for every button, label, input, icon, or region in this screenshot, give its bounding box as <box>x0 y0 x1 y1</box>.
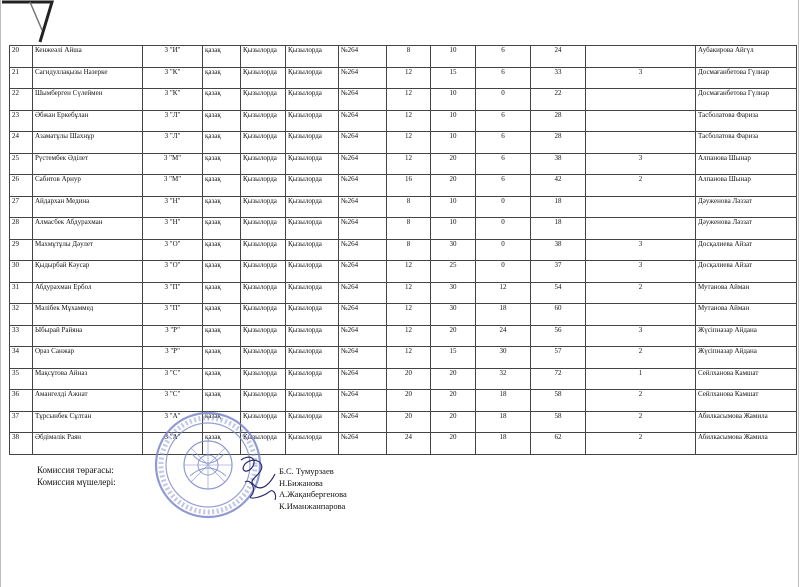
table-row <box>10 46 797 68</box>
score-1-cell: 16 <box>387 175 431 197</box>
score-1-cell: 8 <box>387 218 431 240</box>
scan-edge-right <box>798 0 799 587</box>
teacher-cell: Абилкасымова Жамила <box>696 433 797 455</box>
score-1-cell: 12 <box>387 282 431 304</box>
row-number-cell: 30 <box>10 261 33 283</box>
school-cell: №264 <box>339 89 387 111</box>
teacher-cell: Алпанова Шынар <box>696 153 797 175</box>
score-2-cell: 20 <box>431 390 476 412</box>
place-cell: 2 <box>586 390 696 412</box>
commission-chair-label: Комиссия төрағасы: <box>37 465 114 475</box>
row-number-cell: 29 <box>10 239 33 261</box>
teacher-cell: Аубакирова Айгүл <box>696 46 797 68</box>
total-score-cell: 60 <box>531 304 586 326</box>
total-score-cell: 24 <box>531 46 586 68</box>
row-number-cell: 24 <box>10 132 33 154</box>
score-3-cell: 30 <box>476 347 531 369</box>
score-2-cell: 10 <box>431 196 476 218</box>
total-score-cell: 57 <box>531 347 586 369</box>
score-2-cell: 25 <box>431 261 476 283</box>
school-cell: №264 <box>339 282 387 304</box>
student-name-cell: Азаматұлы Шахнұр <box>33 132 143 154</box>
table-row <box>10 282 797 304</box>
score-1-cell: 12 <box>387 261 431 283</box>
school-cell: №264 <box>339 110 387 132</box>
score-2-cell: 10 <box>431 132 476 154</box>
teacher-cell: Досмағанбетова Гүлнар <box>696 67 797 89</box>
commission-name: Б.С. Тумурзаев <box>279 466 334 476</box>
language-cell: қазақ <box>203 110 241 132</box>
commission-name: Н.Бижанова <box>279 477 323 488</box>
score-1-cell: 8 <box>387 239 431 261</box>
school-cell: №264 <box>339 433 387 455</box>
commission-members-label: Комиссия мүшелері: <box>37 477 116 487</box>
class-cell: 3 "И" <box>143 46 203 68</box>
class-cell: 3 "Л" <box>143 132 203 154</box>
row-number-cell: 33 <box>10 325 33 347</box>
city-cell: Қызылорда <box>286 132 339 154</box>
total-score-cell: 22 <box>531 89 586 111</box>
score-3-cell: 12 <box>476 282 531 304</box>
score-2-cell: 20 <box>431 153 476 175</box>
class-cell: 3 "Р" <box>143 325 203 347</box>
student-name-cell: Сагидуллақызы Назерке <box>33 67 143 89</box>
score-3-cell: 18 <box>476 433 531 455</box>
place-cell: 2 <box>586 411 696 433</box>
results-table-body <box>10 46 797 455</box>
score-3-cell: 18 <box>476 304 531 326</box>
table-row <box>10 411 797 433</box>
place-cell <box>586 196 696 218</box>
score-3-cell: 24 <box>476 325 531 347</box>
region-cell: Қызылорда <box>241 347 286 369</box>
class-cell: 3 "О" <box>143 261 203 283</box>
class-cell: 3 "А" <box>143 433 203 455</box>
table-row <box>10 110 797 132</box>
place-cell: 3 <box>586 261 696 283</box>
table-row <box>10 390 797 412</box>
table-row <box>10 433 797 455</box>
score-3-cell: 0 <box>476 218 531 240</box>
row-number-cell: 28 <box>10 218 33 240</box>
city-cell: Қызылорда <box>286 46 339 68</box>
place-cell: 3 <box>586 153 696 175</box>
teacher-cell: Сейлханова Камшат <box>696 368 797 390</box>
place-cell: 2 <box>586 347 696 369</box>
row-number-cell: 27 <box>10 196 33 218</box>
score-1-cell: 12 <box>387 347 431 369</box>
score-3-cell: 0 <box>476 261 531 283</box>
region-cell: Қызылорда <box>241 89 286 111</box>
region-cell: Қызылорда <box>241 239 286 261</box>
class-cell: 3 "К" <box>143 89 203 111</box>
score-1-cell: 12 <box>387 325 431 347</box>
score-2-cell: 10 <box>431 46 476 68</box>
language-cell: қазақ <box>203 46 241 68</box>
language-cell: қазақ <box>203 261 241 283</box>
city-cell: Қызылорда <box>286 67 339 89</box>
school-cell: №264 <box>339 132 387 154</box>
row-number-cell: 20 <box>10 46 33 68</box>
score-3-cell: 6 <box>476 175 531 197</box>
language-cell: қазақ <box>203 304 241 326</box>
score-1-cell: 12 <box>387 132 431 154</box>
place-cell: 2 <box>586 433 696 455</box>
score-2-cell: 20 <box>431 411 476 433</box>
score-1-cell: 12 <box>387 67 431 89</box>
student-name-cell: Мәлібек Мұхаммед <box>33 304 143 326</box>
score-2-cell: 20 <box>431 325 476 347</box>
commission-name: К.Иманжанпарова <box>279 500 346 511</box>
student-name-cell: Айдархан Медина <box>33 196 143 218</box>
student-name-cell: Абдурахман Ербол <box>33 282 143 304</box>
language-cell: қазақ <box>203 390 241 412</box>
student-name-cell: Шымберген Сүлеймен <box>33 89 143 111</box>
city-cell: Қызылорда <box>286 325 339 347</box>
score-2-cell: 20 <box>431 433 476 455</box>
score-2-cell: 30 <box>431 304 476 326</box>
row-number-cell: 31 <box>10 282 33 304</box>
region-cell: Қызылорда <box>241 390 286 412</box>
class-cell: 3 "О" <box>143 239 203 261</box>
student-name-cell: Амангелді Ажнат <box>33 390 143 412</box>
class-cell: 3 "С" <box>143 390 203 412</box>
teacher-cell: Досмағанбетова Гүлнар <box>696 89 797 111</box>
total-score-cell: 72 <box>531 368 586 390</box>
city-cell: Қызылорда <box>286 304 339 326</box>
language-cell: қазақ <box>203 411 241 433</box>
class-cell: 3 "Р" <box>143 347 203 369</box>
student-name-cell: Рүстембек Әділет <box>33 153 143 175</box>
table-row <box>10 261 797 283</box>
place-cell: 3 <box>586 325 696 347</box>
region-cell: Қызылорда <box>241 411 286 433</box>
place-cell <box>586 89 696 111</box>
region-cell: Қызылорда <box>241 175 286 197</box>
place-cell <box>586 218 696 240</box>
place-cell: 2 <box>586 175 696 197</box>
table-row <box>10 175 797 197</box>
region-cell: Қызылорда <box>241 218 286 240</box>
score-1-cell: 12 <box>387 304 431 326</box>
language-cell: қазақ <box>203 282 241 304</box>
total-score-cell: 38 <box>531 239 586 261</box>
language-cell: қазақ <box>203 67 241 89</box>
row-number-cell: 32 <box>10 304 33 326</box>
student-name-cell: Махмұтұлы Дәулет <box>33 239 143 261</box>
language-cell: қазақ <box>203 175 241 197</box>
student-name-cell: Ыбырай Райяна <box>33 325 143 347</box>
language-cell: қазақ <box>203 239 241 261</box>
city-cell: Қызылорда <box>286 368 339 390</box>
score-1-cell: 24 <box>387 433 431 455</box>
school-cell: №264 <box>339 347 387 369</box>
teacher-cell: Алпанова Шынар <box>696 175 797 197</box>
city-cell: Қызылорда <box>286 196 339 218</box>
school-cell: №264 <box>339 153 387 175</box>
language-cell: қазақ <box>203 89 241 111</box>
school-cell: №264 <box>339 368 387 390</box>
language-cell: қазақ <box>203 325 241 347</box>
score-2-cell: 10 <box>431 218 476 240</box>
city-cell: Қызылорда <box>286 261 339 283</box>
class-cell: 3 "Н" <box>143 218 203 240</box>
city-cell: Қызылорда <box>286 411 339 433</box>
table-row <box>10 304 797 326</box>
row-number-cell: 26 <box>10 175 33 197</box>
score-1-cell: 20 <box>387 411 431 433</box>
class-cell: 3 "П" <box>143 282 203 304</box>
region-cell: Қызылорда <box>241 67 286 89</box>
class-cell: 3 "П" <box>143 304 203 326</box>
city-cell: Қызылорда <box>286 347 339 369</box>
school-cell: №264 <box>339 175 387 197</box>
teacher-cell: Тасболатова Фариза <box>696 110 797 132</box>
city-cell: Қызылорда <box>286 390 339 412</box>
total-score-cell: 18 <box>531 196 586 218</box>
row-number-cell: 37 <box>10 411 33 433</box>
teacher-cell: Досқалиева Айзат <box>696 261 797 283</box>
city-cell: Қызылорда <box>286 153 339 175</box>
results-table <box>9 45 797 455</box>
score-1-cell: 12 <box>387 89 431 111</box>
language-cell: қазақ <box>203 433 241 455</box>
school-cell: №264 <box>339 67 387 89</box>
row-number-cell: 22 <box>10 89 33 111</box>
school-cell: №264 <box>339 261 387 283</box>
table-row <box>10 239 797 261</box>
region-cell: Қызылорда <box>241 433 286 455</box>
place-cell: 2 <box>586 282 696 304</box>
score-2-cell: 10 <box>431 89 476 111</box>
score-3-cell: 6 <box>476 110 531 132</box>
teacher-cell: Мутанова Айман <box>696 304 797 326</box>
total-score-cell: 54 <box>531 282 586 304</box>
class-cell: 3 "М" <box>143 153 203 175</box>
language-cell: қазақ <box>203 368 241 390</box>
score-3-cell: 0 <box>476 89 531 111</box>
class-cell: 3 "Л" <box>143 110 203 132</box>
score-3-cell: 6 <box>476 153 531 175</box>
chair-signature <box>235 452 283 504</box>
language-cell: қазақ <box>203 132 241 154</box>
score-3-cell: 18 <box>476 411 531 433</box>
total-score-cell: 42 <box>531 175 586 197</box>
region-cell: Қызылорда <box>241 304 286 326</box>
total-score-cell: 62 <box>531 433 586 455</box>
table-row <box>10 325 797 347</box>
student-name-cell: Қыдырбай Кәусар <box>33 261 143 283</box>
score-2-cell: 10 <box>431 110 476 132</box>
teacher-cell: Сейлханова Камшат <box>696 390 797 412</box>
total-score-cell: 18 <box>531 218 586 240</box>
student-name-cell: Кенжеәлі Айша <box>33 46 143 68</box>
city-cell: Қызылорда <box>286 433 339 455</box>
teacher-cell: Досқалиева Айзат <box>696 239 797 261</box>
school-cell: №264 <box>339 304 387 326</box>
student-name-cell: Әбжан Еркебұлан <box>33 110 143 132</box>
language-cell: қазақ <box>203 196 241 218</box>
table-row <box>10 153 797 175</box>
language-cell: қазақ <box>203 347 241 369</box>
row-number-cell: 34 <box>10 347 33 369</box>
city-cell: Қызылорда <box>286 175 339 197</box>
language-cell: қазақ <box>203 218 241 240</box>
score-1-cell: 12 <box>387 110 431 132</box>
table-row <box>10 347 797 369</box>
score-2-cell: 30 <box>431 239 476 261</box>
row-number-cell: 23 <box>10 110 33 132</box>
place-cell: 3 <box>586 239 696 261</box>
score-3-cell: 18 <box>476 390 531 412</box>
score-2-cell: 15 <box>431 347 476 369</box>
score-2-cell: 20 <box>431 175 476 197</box>
score-3-cell: 32 <box>476 368 531 390</box>
city-cell: Қызылорда <box>286 218 339 240</box>
teacher-cell: Жүсіпназар Айдана <box>696 347 797 369</box>
table-row <box>10 196 797 218</box>
table-row <box>10 132 797 154</box>
school-cell: №264 <box>339 411 387 433</box>
commission-labels <box>37 464 116 488</box>
school-cell: №264 <box>339 239 387 261</box>
region-cell: Қызылорда <box>241 196 286 218</box>
student-name-cell: Алмасбек Абдурахман <box>33 218 143 240</box>
score-1-cell: 20 <box>387 390 431 412</box>
place-cell <box>586 110 696 132</box>
school-cell: №264 <box>339 218 387 240</box>
class-cell: 3 "М" <box>143 175 203 197</box>
score-3-cell: 6 <box>476 67 531 89</box>
score-2-cell: 20 <box>431 368 476 390</box>
city-cell: Қызылорда <box>286 239 339 261</box>
region-cell: Қызылорда <box>241 132 286 154</box>
total-score-cell: 58 <box>531 411 586 433</box>
region-cell: Қызылорда <box>241 110 286 132</box>
total-score-cell: 37 <box>531 261 586 283</box>
city-cell: Қызылорда <box>286 89 339 111</box>
total-score-cell: 56 <box>531 325 586 347</box>
table-row <box>10 89 797 111</box>
student-name-cell: Тұрсынбек Сұлтан <box>33 411 143 433</box>
row-number-cell: 35 <box>10 368 33 390</box>
teacher-cell: Мутанова Айман <box>696 282 797 304</box>
total-score-cell: 58 <box>531 390 586 412</box>
teacher-cell: Тасболатова Фариза <box>696 132 797 154</box>
school-cell: №264 <box>339 46 387 68</box>
place-cell <box>586 46 696 68</box>
teacher-cell: Жүсіпназар Айдана <box>696 325 797 347</box>
score-1-cell: 8 <box>387 196 431 218</box>
place-cell: 1 <box>586 368 696 390</box>
student-name-cell: Ораз Санжар <box>33 347 143 369</box>
class-cell: 3 "А" <box>143 411 203 433</box>
student-name-cell: Әбдімәлік Раян <box>33 433 143 455</box>
place-cell: 3 <box>586 67 696 89</box>
class-cell: 3 "Н" <box>143 196 203 218</box>
region-cell: Қызылорда <box>241 325 286 347</box>
score-2-cell: 15 <box>431 67 476 89</box>
teacher-cell: Абилкасымова Жамила <box>696 411 797 433</box>
region-cell: Қызылорда <box>241 282 286 304</box>
city-cell: Қызылорда <box>286 110 339 132</box>
student-name-cell: Сабитов Арнур <box>33 175 143 197</box>
score-2-cell: 30 <box>431 282 476 304</box>
score-1-cell: 20 <box>387 368 431 390</box>
language-cell: қазақ <box>203 153 241 175</box>
score-3-cell: 6 <box>476 46 531 68</box>
table-row <box>10 67 797 89</box>
class-cell: 3 "С" <box>143 368 203 390</box>
total-score-cell: 28 <box>531 132 586 154</box>
total-score-cell: 38 <box>531 153 586 175</box>
score-3-cell: 6 <box>476 132 531 154</box>
score-3-cell: 0 <box>476 239 531 261</box>
region-cell: Қызылорда <box>241 261 286 283</box>
student-name-cell: Мақсұтова Айназ <box>33 368 143 390</box>
teacher-cell: Дәуженова Ләззат <box>696 218 797 240</box>
row-number-cell: 25 <box>10 153 33 175</box>
score-1-cell: 12 <box>387 153 431 175</box>
corner-mark <box>0 0 60 45</box>
school-cell: №264 <box>339 196 387 218</box>
total-score-cell: 28 <box>531 110 586 132</box>
table-row <box>10 218 797 240</box>
row-number-cell: 36 <box>10 390 33 412</box>
class-cell: 3 "К" <box>143 67 203 89</box>
school-cell: №264 <box>339 325 387 347</box>
commission-name: А.Жақанбергенова <box>279 489 347 499</box>
region-cell: Қызылорда <box>241 46 286 68</box>
place-cell <box>586 132 696 154</box>
scan-edge-left <box>0 0 1 587</box>
city-cell: Қызылорда <box>286 282 339 304</box>
commission-names <box>279 466 347 512</box>
score-1-cell: 8 <box>387 46 431 68</box>
region-cell: Қызылорда <box>241 153 286 175</box>
table-row <box>10 368 797 390</box>
place-cell <box>586 304 696 326</box>
school-cell: №264 <box>339 390 387 412</box>
row-number-cell: 21 <box>10 67 33 89</box>
region-cell: Қызылорда <box>241 368 286 390</box>
score-3-cell: 0 <box>476 196 531 218</box>
row-number-cell: 38 <box>10 433 33 455</box>
teacher-cell: Дәуженова Ләззат <box>696 196 797 218</box>
total-score-cell: 33 <box>531 67 586 89</box>
